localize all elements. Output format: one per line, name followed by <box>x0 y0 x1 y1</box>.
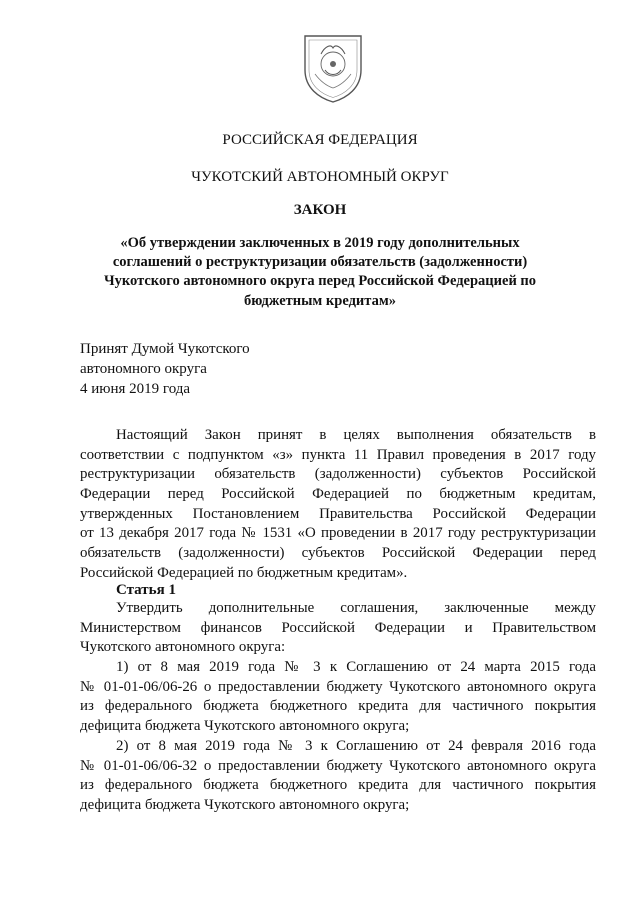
article-1-heading: Статья 1 <box>116 582 176 598</box>
article-line: из федерального бюджета бюджетного кредита для частичного покрытия <box>80 777 596 794</box>
preamble-line: от 13 декабря 2017 года № 1531 «О проведении в 2017 году реструктуризации <box>80 525 596 542</box>
preamble-line: Российской Федерацией по бюджетным кредитам». <box>80 564 408 581</box>
preamble-line: Федерации перед Российской Федерацией по бюджетным кредитам, <box>80 486 596 503</box>
preamble-line: утвержденных Постановлением Правительства Российской Федерации <box>80 505 596 522</box>
article-line: Чукотского автономного округа: <box>80 639 286 656</box>
article-line: Министерством финансов Российской Федерации и Правительством <box>80 619 596 636</box>
preamble-line: реструктуризации обязательств (задолженности) субъектов Российской <box>80 466 596 483</box>
law-title-line: «Об утверждении заключенных в 2019 году дополнительных <box>120 235 520 251</box>
law-title-line: бюджетным кредитам» <box>244 292 396 309</box>
law-title-line: соглашений о реструктуризации обязательств (задолженности) <box>112 254 528 271</box>
law-title <box>100 234 540 311</box>
article-line: 1) от 8 мая 2019 года № 3 к Соглашению от 24 марта 2015 года <box>116 659 596 676</box>
region-heading: ЧУКОТСКИЙ АВТОНОМНЫЙ ОКРУГ <box>191 169 449 185</box>
article-line: дефицита бюджета Чукотского автономного округа; <box>80 796 410 813</box>
federation-heading: РОССИЙСКАЯ ФЕДЕРАЦИЯ <box>222 132 418 148</box>
document-type: ЗАКОН <box>293 202 347 218</box>
preamble-line: Настоящий Закон принят в целях выполнения обязательств в <box>116 427 596 443</box>
article-line: дефицита бюджета Чукотского автономного округа; <box>80 718 410 735</box>
adoption-info <box>80 339 250 399</box>
adoption-line: Принят Думой Чукотского <box>80 341 250 357</box>
coat-of-arms-icon <box>301 30 365 104</box>
article-line: № 01-01-06/06-32 о предоставлении бюджету Чукотского автономного округа <box>80 757 596 774</box>
article-line: из федерального бюджета бюджетного кредита для частичного покрытия <box>80 698 596 715</box>
preamble-line: обязательств (задолженности) субъектов Российской Федерации перед <box>80 545 596 562</box>
article-line: 2) от 8 мая 2019 года № 3 к Соглашению от 24 февраля 2016 года <box>116 737 596 754</box>
law-title-line: Чукотского автономного округа перед Российской Федерацией по <box>103 273 537 290</box>
article-line: № 01-01-06/06-26 о предоставлении бюджету Чукотского автономного округа <box>80 678 596 695</box>
article-1-body <box>80 599 596 816</box>
preamble <box>80 426 596 584</box>
article-line: Утвердить дополнительные соглашения, заключенные между <box>116 600 596 616</box>
adoption-line: автономного округа <box>80 361 207 377</box>
preamble-line: соответствии с подпунктом «з» пункта 11 Правил проведения в 2017 году <box>80 446 596 463</box>
adoption-line: 4 июня 2019 года <box>80 381 191 397</box>
